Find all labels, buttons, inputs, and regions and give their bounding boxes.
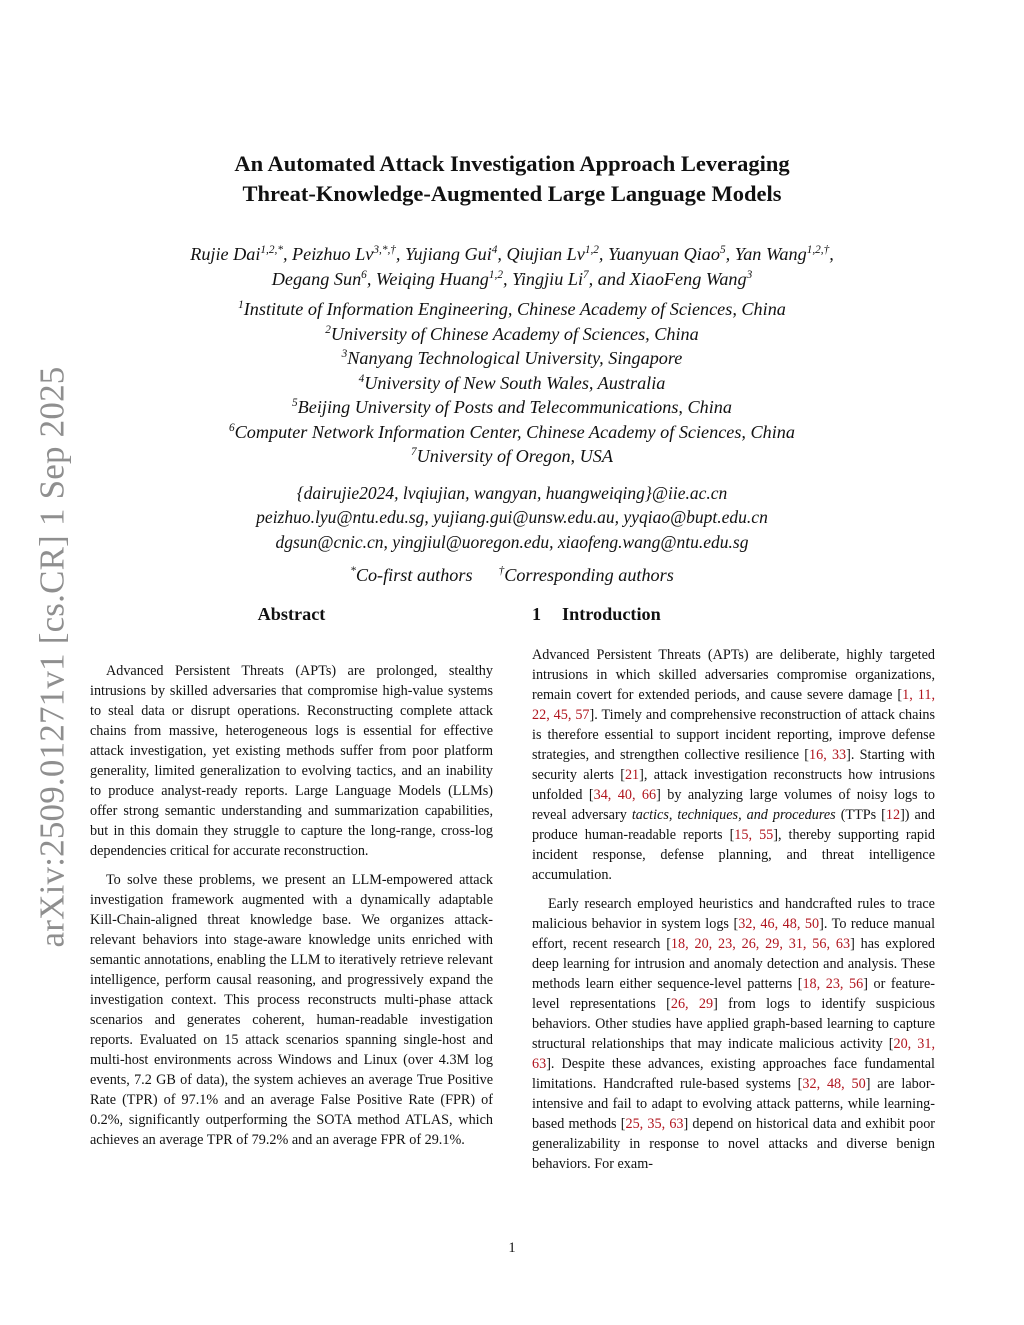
citation-link[interactable]: 21 — [624, 767, 640, 783]
author-affil-mark: 1,2,† — [806, 243, 830, 256]
citation-link[interactable]: 32, 48, 50 — [802, 1076, 866, 1092]
affiliation — [0, 371, 1024, 396]
arxiv-identifier[interactable]: arXiv:2509.01271v1 [cs.CR] 1 Sep 2025 — [32, 366, 72, 948]
author-affil-mark: 1,2 — [584, 243, 599, 256]
citation-link[interactable]: 18, 23, 56 — [802, 976, 864, 992]
email-line[interactable]: dgsun@cnic.cn, yingjiul@uoregon.edu, xiaofeng.wang@ntu.edu.sg — [275, 531, 749, 552]
cofirst-note: Co-first authors — [355, 565, 473, 585]
emphasis-text: tactics, techniques, and procedures — [631, 807, 836, 823]
affiliation-name: Beijing University of Posts and Telecommunications, China — [297, 397, 732, 417]
paper-title — [0, 149, 1024, 209]
affiliation — [0, 444, 1024, 469]
affiliation-number: 5 — [292, 396, 298, 409]
author-name: Yuanyuan Qiao — [608, 244, 721, 264]
author-affil-mark: 3,*,† — [373, 243, 396, 256]
text-run: ], attack investigation reconstructs how intrusions unfolded [ — [532, 767, 935, 803]
affiliation-name: Nanyang Technological University, Singapore — [347, 348, 683, 368]
author-line-1: Rujie Dai$^{1,2,*}$, Peizhuo $Lv^{3,*,\dagger}$, Yujiang Gui$^4$, Qiujian Lv$^{1,2}$, Yuanyuan Qiao$^5$, Yan Wang$^{1,2,\dagger}$, — [190, 243, 834, 264]
text-run: ] are labor-intensive and fail to adapt to evolving attack patterns, while learning-based methods [ — [532, 1076, 935, 1132]
citation-link[interactable]: 1, 11, 22, 45, 57 — [532, 687, 935, 723]
affiliation-name: Institute of Information Engineering, Chinese Academy of Sciences, China — [243, 299, 786, 319]
abstract-paragraph-2: To solve these problems, we present an LLM-empowered attack investigation framework augmented with a dynamically adaptable Kill-Chain-aligned threat knowledge base. We organizes attack-relevant behaviors into stage-aware knowledge units enriched with semantic annotations, enabling the LLM to iteratively retrieve relevant intelligence, perform causal reasoning, and progressively expand the investigation context. This process reconstructs multi-phase attack scenarios and generates coherent, human-readable investigation reports. Evaluated on 15 attack scenarios spanning single-host and multi-host environments across Windows and Linux (over 4.3M log events, 7.2 GB of data), the system achieves an average True Positive Rate (TPR) of 97.1% and an average False Positive Rate (FPR) of 0.2%, significantly outperforming the SOTA method ATLAS, which achieves an average TPR of 79.2% and an average FPR of 29.1%. — [90, 872, 493, 1148]
author-name: Weiqing Huang — [375, 269, 489, 289]
intro-paragraph-1 — [532, 645, 935, 885]
citation-link[interactable]: 12 — [885, 807, 901, 823]
author-name: Rujie Dai — [190, 244, 261, 264]
text-run: ]. To reduce manual effort, recent research [ — [532, 916, 936, 952]
section-title: Introduction — [562, 604, 661, 624]
affiliation-name: Computer Network Information Center, Chinese Academy of Sciences, China — [234, 421, 795, 442]
title-line-2: Threat-Knowledge-Augmented Large Language Models — [242, 181, 782, 206]
author-name: XiaoFeng Wang — [629, 269, 747, 289]
author-affil-mark: 5 — [720, 243, 726, 256]
author-affil-mark: 1,2,* — [260, 243, 283, 256]
text-run: ], thereby supporting rapid incident response, defense planning, and threat intelligence accumulation. — [532, 827, 935, 883]
text-run: ] has explored deep learning for intrusion and anomaly detection and analysis. These methods learn either sequence-level patterns [ — [532, 936, 935, 992]
affiliation-name: University of Chinese Academy of Sciences, China — [330, 323, 699, 344]
affiliation — [0, 346, 1024, 371]
title-line-1: An Automated Attack Investigation Approach Leveraging — [234, 151, 790, 176]
affiliation-number: 3 — [341, 347, 348, 360]
author-name: Peizhuo Lv — [292, 244, 374, 264]
author-affil-mark: 4 — [491, 243, 498, 256]
text-run: (TTPs [ — [835, 807, 886, 823]
author-notes — [0, 563, 1024, 587]
author-name: Qiujian Lv — [506, 244, 585, 264]
corresponding-mark: † — [498, 564, 505, 577]
author-line-2: Degang Sun$^6$, Weiqing Huang$^{1,2}$, Yingjiu Li$^7$, and XiaoFeng Wang$^3$ — [271, 268, 753, 289]
author-name: Yingjiu Li — [512, 269, 584, 289]
citation-link[interactable]: 18, 20, 23, 26, 29, 31, 56, 63 — [670, 936, 851, 952]
author-affil-mark: 1,2 — [488, 268, 503, 281]
affiliation — [0, 322, 1024, 347]
text-run: Early research employed heuristics and handcrafted rules to trace malicious behavior in system logs [ — [532, 896, 935, 932]
citation-link[interactable]: 34, 40, 66 — [593, 787, 657, 803]
section-number: 1 — [532, 604, 542, 624]
author-affil-mark: 3 — [746, 268, 753, 281]
text-run: ] from logs to identify suspicious behaviors. Other studies have applied graph-based learning to capture structural relationships that may indicate malicious activity [ — [532, 996, 935, 1052]
text-run: ] by analyzing large volumes of noisy logs to reveal adversary — [532, 787, 935, 823]
citation-link[interactable]: 15, 55 — [734, 827, 774, 843]
text-run: ]. Timely and comprehensive reconstruction of attack chains is therefore essential to support incident reporting, improve defense strategies, and strengthen collective resilience [ — [532, 707, 936, 763]
citation-link[interactable]: 26, 29 — [670, 996, 714, 1012]
page-number: 1 — [508, 1240, 516, 1256]
text-run: ] depend on historical data and exhibit poor generalizability in response to novel attacks and diverse benign behaviors. For exam- — [532, 1116, 936, 1172]
abstract-body — [90, 661, 493, 1159]
abstract-heading: Abstract — [257, 604, 326, 624]
citation-link[interactable]: 25, 35, 63 — [625, 1116, 684, 1132]
introduction-heading — [532, 602, 935, 626]
author-affil-mark: 7 — [583, 268, 589, 281]
email-line[interactable]: {dairujie2024, lvqiujian, wangyan, huangweiqing}@iie.ac.cn — [296, 483, 728, 503]
affiliation — [0, 395, 1024, 420]
citation-link[interactable]: 32, 46, 48, 50 — [738, 916, 820, 932]
affiliation — [0, 297, 1024, 322]
text-run: ]) and produce human-readable reports [ — [532, 807, 936, 843]
citation-link[interactable]: 16, 33 — [809, 747, 847, 763]
affiliation-name: University of Oregon, USA — [416, 446, 613, 466]
email-line[interactable]: peizhuo.lyu@ntu.edu.sg, yujiang.gui@unsw.edu.au, yyqiao@bupt.edu.cn — [256, 507, 768, 528]
email-list — [0, 481, 1024, 554]
text-run: ] or feature-level representations [ — [532, 976, 935, 1012]
author-name: Degang Sun — [271, 269, 362, 289]
introduction-body — [532, 645, 935, 1183]
affiliation-name: University of New South Wales, Australia — [364, 372, 666, 393]
author-name: Yujiang Gui — [405, 244, 492, 264]
affiliation — [0, 420, 1024, 445]
author-list — [0, 242, 1024, 292]
cofirst-mark: * — [350, 564, 356, 577]
affiliation-number: 7 — [411, 445, 417, 458]
affiliation-number: 1 — [238, 298, 244, 311]
abstract-paragraph-1: Advanced Persistent Threats (APTs) are prolonged, stealthy intrusions by skilled adversaries that compromise high-value systems to steal data or disrupt operations. Reconstructing complete attack chains from massive, heterogeneous logs is essential for effective attack investigation, yet existing methods suffer from poor platform generality, limited generalization to evolving tactics, and an inability to produce analyst-ready reports. Large Language Models (LLMs) offer strong semantic understanding and summarization capabilities, but in this domain they struggle to capture the long-range, cross-log dependencies critical for accurate reconstruction. — [90, 663, 493, 859]
affiliation-number: 4 — [358, 372, 365, 385]
citation-link[interactable]: 20, 31, 63 — [532, 1036, 936, 1072]
author-name: Yan Wang — [734, 244, 807, 264]
affiliation-number: 6 — [228, 421, 235, 434]
affiliation-number: 2 — [325, 323, 331, 336]
corresponding-note: Corresponding authors — [504, 565, 674, 585]
affiliation-list — [0, 297, 1024, 469]
text-run: Advanced Persistent Threats (APTs) are deliberate, highly targeted intrusions in which skilled adversaries compromise organizations, remain covert for extended periods, and cause severe damage [ — [532, 647, 935, 703]
author-affil-mark: 6 — [361, 268, 367, 281]
intro-paragraph-2 — [532, 894, 935, 1174]
text-run: ]. Despite these advances, existing approaches face fundamental limitations. Handcrafted rule-based systems [ — [532, 1056, 935, 1092]
text-run: ]. Starting with security alerts [ — [532, 747, 936, 783]
